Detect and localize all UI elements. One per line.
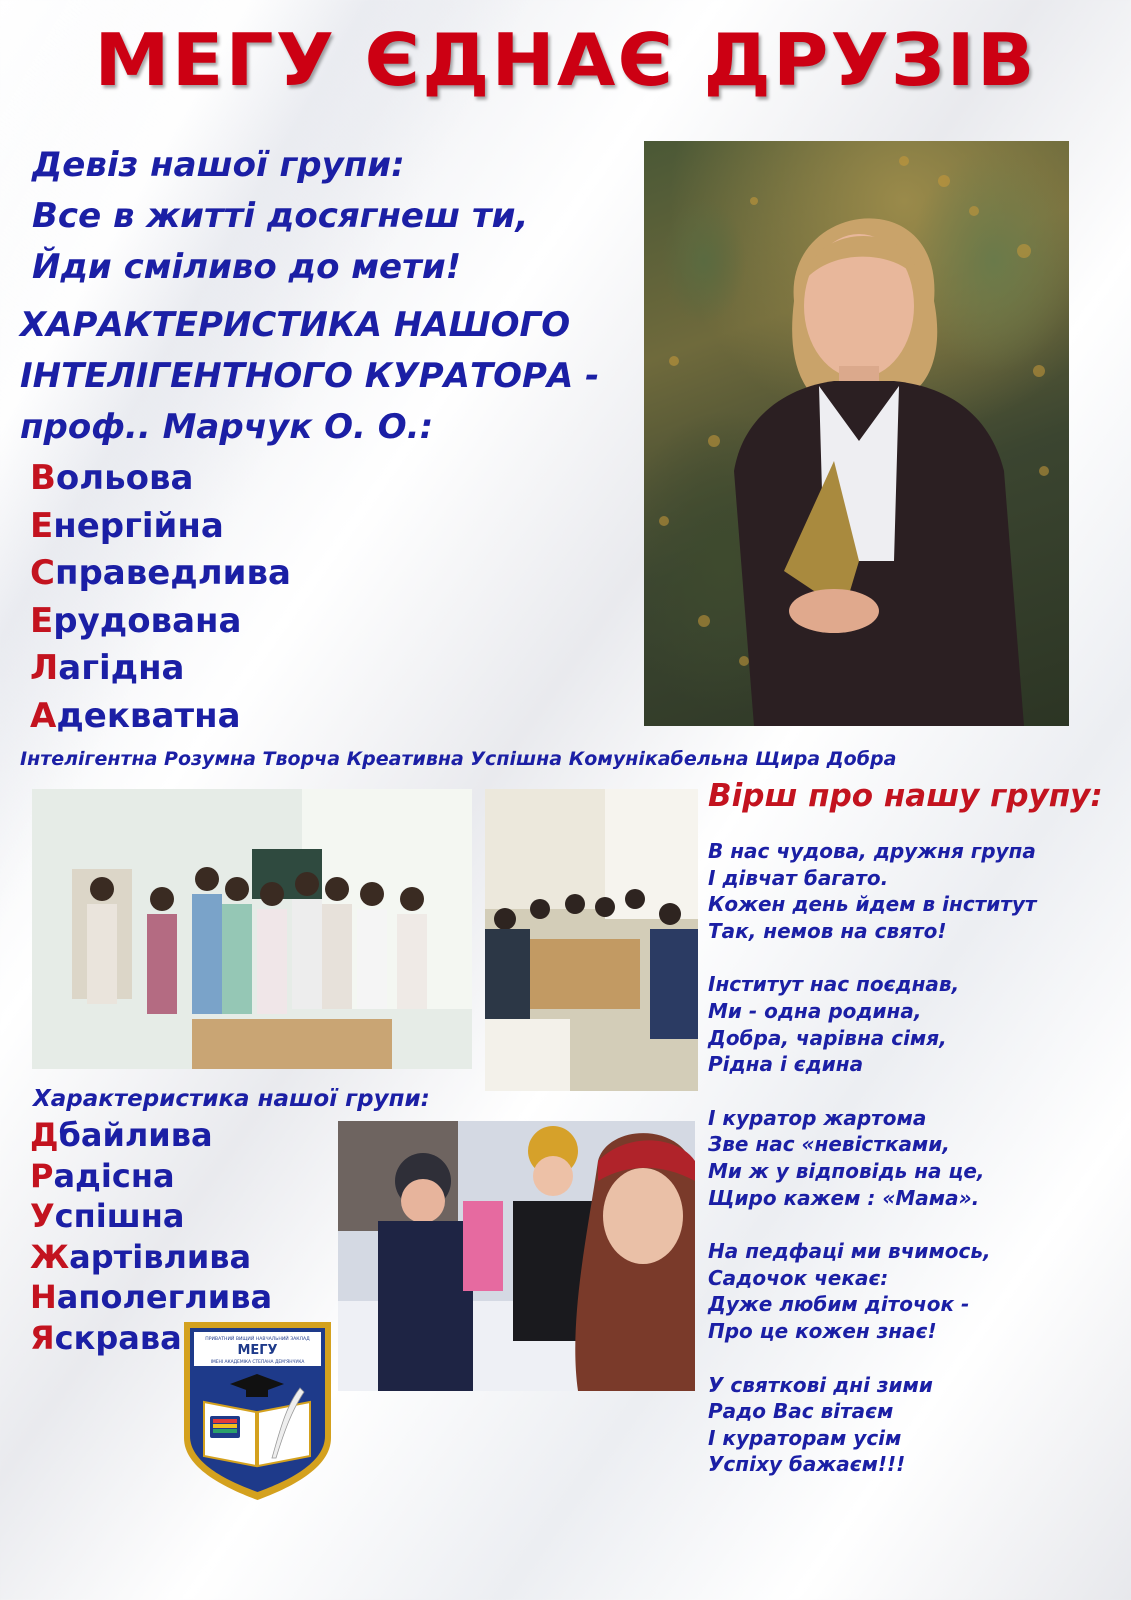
poem-line: Про це кожен знає! — [708, 1318, 937, 1343]
acrostic-word — [30, 550, 291, 598]
table-illustration — [485, 789, 698, 1091]
poem-line: І дівчат багато. — [708, 865, 889, 890]
acrostic-word — [30, 1115, 272, 1156]
acrostic-word — [30, 598, 291, 646]
poem-stanza — [708, 971, 1118, 1077]
curator-heading-line: ХАРАКТЕРИСТИКА НАШОГО — [20, 305, 571, 345]
motto-line: Все в житті досягнеш ти, — [32, 196, 529, 236]
acrostic-initial: Л — [30, 648, 59, 688]
acrostic-initial: У — [30, 1197, 55, 1235]
poem-line: Так, немов на свято! — [708, 918, 947, 943]
acrostic-initial: Д — [30, 1116, 59, 1154]
logo-line2: ІМЕНІ АКАДЕМІКА СТЕПАНА ДЕМ'ЯНЧУКА — [210, 1360, 305, 1365]
curator-portrait-photo — [644, 141, 1069, 726]
acrostic-word — [30, 1277, 272, 1318]
poem-line: На педфаці ми вчимось, — [708, 1239, 991, 1264]
acrostic-rest: скрава — [54, 1318, 182, 1357]
acrostic-rest: декватна — [56, 695, 241, 736]
acrostic-rest: адісна — [53, 1156, 175, 1195]
winter-illustration — [338, 1121, 695, 1391]
winter-children-photo — [338, 1121, 695, 1391]
poem-line: Рідна і єдина — [708, 1052, 864, 1077]
acrostic-initial: Ж — [30, 1237, 70, 1276]
motto-line: Девіз нашої групи: — [32, 145, 405, 185]
acrostic-initial: В — [30, 458, 56, 498]
acrostic-rest: ольова — [55, 458, 194, 498]
poem-line: В нас чудова, дружня група — [708, 839, 1036, 863]
curator-heading — [20, 300, 640, 453]
poem-line: І кураторам усім — [708, 1425, 902, 1450]
group-classroom-photo — [32, 789, 472, 1069]
poem-stanza — [708, 838, 1118, 944]
acrostic-word — [30, 1156, 272, 1197]
acrostic-rest: спішна — [54, 1197, 185, 1235]
acrostic-rest: нергійна — [53, 505, 224, 546]
group-heading: Характеристика нашої групи: — [33, 1086, 430, 1112]
acrostic-word — [30, 645, 291, 693]
acrostic-initial: Н — [30, 1278, 57, 1316]
poem-line: Дуже любим діточок - — [708, 1292, 970, 1317]
logo-name: МЕГУ — [237, 1343, 278, 1358]
poem-line: Щиро кажем : «Мама». — [708, 1185, 980, 1210]
acrostic-word — [30, 503, 291, 551]
acrostic-initial: Е — [30, 505, 54, 546]
poem-line: Інститут нас поєднав, — [708, 972, 960, 997]
poem-line: Садочок чекає: — [708, 1265, 889, 1290]
classroom-illustration — [32, 789, 472, 1069]
acrostic-word — [30, 1196, 272, 1237]
acrostic-word — [30, 1237, 272, 1278]
acrostic-rest: байлива — [58, 1116, 213, 1154]
poem-line: Кожен день йдем в інститут — [708, 892, 1037, 917]
poem-line: Ми ж у відповідь на це, — [708, 1158, 985, 1183]
group-motto — [32, 140, 652, 293]
group-table-photo — [485, 789, 698, 1091]
acrostic-rest: агідна — [58, 648, 185, 688]
acrostic-rest: аполеглива — [56, 1278, 273, 1316]
poem-line: Зве нас «невістками, — [708, 1132, 950, 1157]
poem-line: Успіху бажаєм!!! — [708, 1452, 906, 1477]
university-crest-icon — [180, 1318, 335, 1503]
motto-line: Йди сміливо до мети! — [32, 247, 462, 287]
poem-title: Вірш про нашу групу: — [708, 778, 1103, 814]
acrostic-rest: рудована — [53, 600, 242, 641]
poem-line: І куратор жартома — [708, 1105, 927, 1130]
acrostic-rest: артівлива — [69, 1237, 252, 1276]
university-logo — [180, 1318, 335, 1503]
acrostic-initial: Р — [30, 1156, 54, 1195]
poem-line: Добра, чарівна сімя, — [708, 1025, 947, 1050]
acrostic-word — [30, 693, 291, 741]
curator-heading-line: ІНТЕЛІГЕНТНОГО КУРАТОРА - — [20, 356, 600, 396]
acrostic-initial: Е — [30, 600, 54, 641]
poem-line: У святкові дні зими — [708, 1372, 933, 1397]
poem-stanza — [708, 1372, 1118, 1478]
logo-line1: ПРИВАТНИЙ ВИЩИЙ НАВЧАЛЬНИЙ ЗАКЛАД — [205, 1337, 310, 1342]
poem-stanza — [708, 1238, 1118, 1344]
acrostic-rest: праведлива — [54, 553, 291, 593]
poem-line: Ми - одна родина, — [708, 998, 922, 1023]
acrostic-word — [30, 455, 291, 503]
curator-acrostic — [30, 455, 291, 740]
poem — [708, 838, 1118, 1505]
poem-stanza — [708, 1105, 1118, 1211]
portrait-illustration — [644, 141, 1069, 726]
poem-line: Радо Вас вітаєм — [708, 1399, 894, 1424]
acrostic-initial: А — [30, 695, 57, 736]
acrostic-initial: Я — [30, 1318, 55, 1357]
acrostic-initial: С — [30, 553, 55, 593]
poster-headline: МЕГУ ЄДНАЄ ДРУЗІВ — [94, 18, 1037, 102]
traits-line: Інтелігентна Розумна Творча Креативна Успішна Комунікабельна Щира Добра — [20, 748, 897, 770]
curator-heading-line: проф.. Марчук О. О.: — [20, 407, 434, 447]
